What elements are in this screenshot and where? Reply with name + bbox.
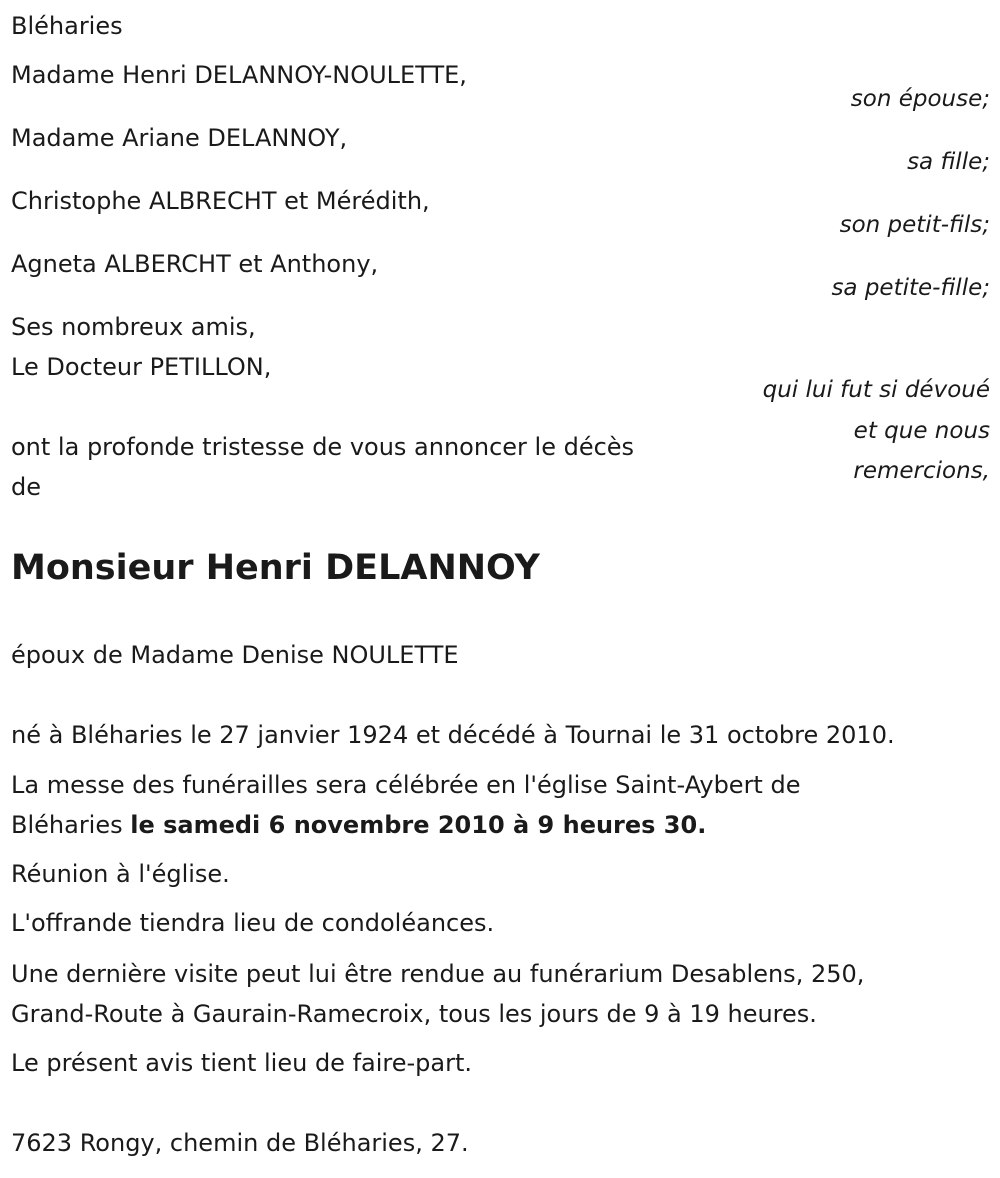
family-member-name: Madame Ariane DELANNOY, — [11, 124, 348, 152]
family-member-relation: sa petite-fille; — [831, 275, 990, 301]
mass-location: Bléharies — [11, 811, 131, 839]
doctor-line: Le Docteur PETILLON, — [11, 353, 272, 381]
family-member-relation: son épouse; — [850, 86, 990, 112]
family-member-name: Christophe ALBRECHT et Mérédith, — [11, 187, 430, 215]
deceased-name: Monsieur Henri DELANNOY — [11, 548, 540, 588]
family-member-name: Madame Henri DELANNOY-NOULETTE, — [11, 61, 467, 89]
offering-line: L'offrande tiendra lieu de condoléances. — [11, 909, 495, 937]
notice-line: Le présent avis tient lieu de faire-part. — [11, 1049, 473, 1077]
family-member-name: Agneta ALBERCHT et Anthony, — [11, 250, 379, 278]
family-member-relation: sa fille; — [907, 149, 990, 175]
location-heading: Bléharies — [11, 12, 123, 40]
address-line: 7623 Rongy, chemin de Bléharies, 27. — [11, 1129, 469, 1157]
spouse-line: époux de Madame Denise NOULETTE — [11, 641, 459, 669]
family-member-relation: son petit-fils; — [839, 212, 990, 238]
doctor-note-line2: et que nous — [853, 418, 990, 444]
announcement-line2: de — [11, 473, 41, 501]
mass-line2 — [11, 805, 706, 845]
meeting-line: Réunion à l'église. — [11, 860, 230, 888]
announcement-line1: ont la profonde tristesse de vous annoncer le décès — [11, 433, 635, 461]
mass-line1: La messe des funérailles sera célébrée en l'église Saint-Aybert de — [11, 771, 801, 799]
birth-death-line: né à Bléharies le 27 janvier 1924 et décédé à Tournai le 31 octobre 2010. — [11, 721, 895, 749]
doctor-note-line3: remercions, — [853, 458, 990, 484]
visit-line2: Grand-Route à Gaurain-Ramecroix, tous les jours de 9 à 19 heures. — [11, 1000, 817, 1028]
visit-line1: Une dernière visite peut lui être rendue au funérarium Desablens, 250, — [11, 960, 865, 988]
friends-line: Ses nombreux amis, — [11, 313, 256, 341]
mass-date-time: le samedi 6 novembre 2010 à 9 heures 30. — [130, 811, 707, 839]
doctor-note-line1: qui lui fut si dévoué — [762, 377, 990, 403]
